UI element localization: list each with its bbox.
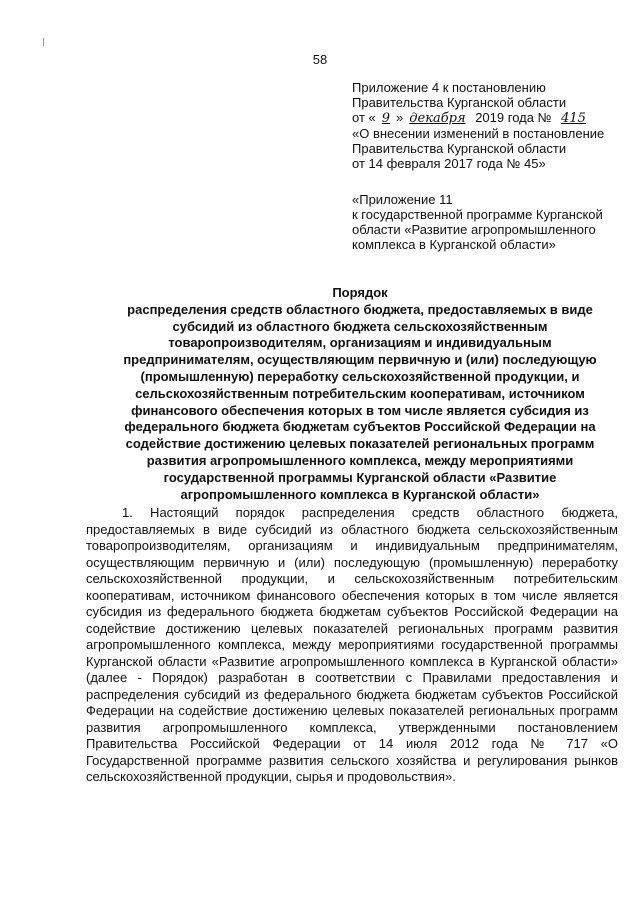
title-line: содействие достижению целевых показателей региональных программ: [125, 436, 595, 452]
appendix-header: [352, 80, 632, 171]
title-heading: Порядок: [332, 285, 388, 300]
appendix-line-1: Приложение 4 к постановлению: [352, 80, 546, 95]
sub-appendix-line-2: к государственной программе Курганской: [352, 207, 603, 222]
title-line: государственной программы Курганской области «Развитие: [163, 469, 557, 485]
margin-mark: [43, 38, 44, 46]
handwritten-day: 9: [381, 111, 391, 126]
sub-appendix-line-3: области «Развитие агропромышленного: [352, 222, 596, 237]
title-line: сельскохозяйственным потребительским кооперативам, источником: [135, 385, 585, 401]
appendix-date-line: [352, 110, 632, 126]
sub-appendix-line-1: «Приложение 11: [352, 192, 453, 207]
appendix-line-4: «О внесении изменений в постановление: [352, 126, 605, 141]
handwritten-month: декабря: [409, 111, 466, 126]
sub-appendix-line-4: комплекса в Курганской области»: [352, 237, 556, 252]
title-line: финансового обеспечения которых в том числе является субсидия из: [131, 402, 589, 418]
page-number: 58: [312, 52, 328, 67]
sub-appendix-header: [352, 192, 632, 252]
handwritten-doc-number: 415: [561, 111, 586, 126]
appendix-line-2: Правительства Курганской области: [352, 95, 567, 110]
title-line: агропромышленного комплекса в Курганской области»: [180, 486, 540, 502]
title-line: субсидий из областного бюджета сельскохозяйственным: [172, 318, 548, 334]
title-line: предпринимателям, осуществляющим первичную и (или) последующую: [123, 352, 597, 368]
appendix-line-5: Правительства Курганской области: [352, 141, 567, 156]
title-line: товаропроизводителям, организациям и индивидуальным: [168, 335, 552, 351]
body-paragraph-1: 1. Настоящий порядок распределения средств областного бюджета, предоставляемых в виде субсидий из областного бюджета сельскохозяйственным товаропроизводителям, организациям и индивидуальным предпринимателям, осуществляющим первичную и (или) последующую (промышленную) переработку сельскохозяйственной продукции, и сельскохозяйственным потребительским кооперативам, источником финансового обеспечения которых в том числе является субсидия из федерального бюджета бюджетам субъектов Российской Федерации на содействие достижению целевых показателей региональных программ развития агропромышленного комплекса, между мероприятиями государственной программы Курганской области «Развитие агропромышленного комплекса в Курганской области» (далее - Порядок) разработан в соответствии с Правилами предоставления и распределения субсидий из федерального бюджета бюджетам субъектов Российской Федерации на содействие достижению целевых показателей региональных программ развития агропромышленного комплекса, утвержденными постановлением Правительства Российской Федерации от 14 июля 2012 года № 717 «О Государственной программе развития сельского хозяйства и регулирования рынков сельскохозяйственной продукции, сырья и продовольствия».: [86, 505, 618, 784]
title-line: федерального бюджета бюджетам субъектов Российской Федерации на: [124, 419, 596, 435]
document-title: [100, 285, 620, 503]
title-line: развития агропромышленного комплекса, между мероприятиями: [146, 452, 574, 468]
appendix-line-6: от 14 февраля 2017 года № 45»: [352, 156, 546, 171]
date-year: 2019 года №: [475, 110, 552, 125]
date-mid: »: [396, 110, 404, 125]
title-line: (промышленную) переработку сельскохозяйственной продукции, и: [140, 368, 580, 384]
date-prefix: от «: [352, 110, 376, 125]
title-line: распределения средств областного бюджета, предоставляемых в виде: [127, 301, 593, 317]
